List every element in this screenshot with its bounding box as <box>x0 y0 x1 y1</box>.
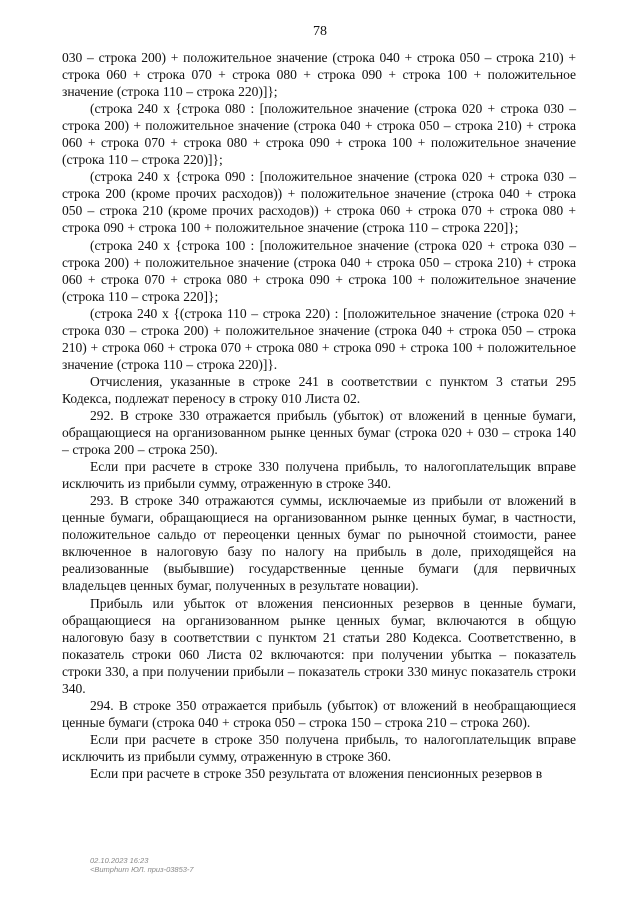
paragraph-line-350-pension: Если при расчете в строке 350 результата от вложения пенсионных резервов в <box>90 765 543 781</box>
paragraph-item-292: 292. В строке 330 отражается прибыль (убыток) от вложений в ценные бумаги, обращающиеся на организованном рынке ценных бумаг (строка 020 + 030 – строка 140 – строка 200 – строка 250). <box>62 407 576 458</box>
page-footer-stamp <box>90 856 194 874</box>
paragraph-formula-090: (строка 240 х {строка 090 : [положительное значение (строка 020 + строка 030 – строка 200 (кроме прочих расходов)) + положительное значение (строка 040 + строка 050 – строка 210 (кроме прочих расходов)) + строка 060 + строка 070 + строка 080 + строка 090 + строка 100 + положительное значение (строка 110 – строка 220]}; <box>62 169 576 236</box>
paragraph-item-293: 293. В строке 340 отражаются суммы, исключаемые из прибыли от вложений в ценные бумаги, обращающиеся на организованном рынке ценных бумаг, в частности, положительное сальдо от переоценки ценных бумаг по рыночной стоимости, ранее включенное в налоговую базу по налогу на прибыль в доле, приходящейся на реализованные (выбывшие) государственные ценные бумаги (для первичных владельцев ценных бумаг, полученных в результате новации). <box>62 493 576 594</box>
page-number: 78 <box>313 24 327 39</box>
paragraph-formula-100: (строка 240 х {строка 100 : [положительное значение (строка 020 + строка 030 – строка 200) + положительное значение (строка 040 + строка 050 – строка 210) + строка 060 + строка 070 + строка 080 + строка 090 + строка 100 + положительное значение (строка 110 – строка 220]}; <box>62 237 576 304</box>
paragraph-formula-110: (строка 240 х {(строка 110 – строка 220) : [положительное значение (строка 020 + строка 030 – строка 200) + положительное значение (строка 040 + строка 050 – строка 210) + строка 060 + строка 070 + строка 080 + строка 090 + строка 100 + положительное значение (строка 110 – строка 220)]}. <box>62 305 576 372</box>
page-body <box>62 49 576 782</box>
footer-timestamp: 02.10.2023 16:23 <box>90 856 149 865</box>
footer-document-id: <Bumphurn ЮЛ. приз-03853-7 <box>90 865 194 874</box>
paragraph-pension-reserves: Прибыль или убыток от вложения пенсионных резервов в ценные бумаги, обращающиеся на организованном рынке ценных бумаг, включаются в общую налоговую базу в соответствии с пунктом 21 статьи 280 Кодекса. Соответственно, в показатель строки 060 Листа 02 включаются: при получении убытка – показатель строки 330, а при получении прибыли – показатель строки 330 минус показатель строки 340. <box>62 595 576 696</box>
paragraph-item-294: 294. В строке 350 отражается прибыль (убыток) от вложений в необращающиеся ценные бумаги (строка 040 + строка 050 – строка 150 – строка 210 – строка 260). <box>62 697 576 730</box>
paragraph-line-350-profit: Если при расчете в строке 350 получена прибыль, то налогоплательщик вправе исключить из прибыли сумму, отраженную в строке 360. <box>62 731 576 764</box>
paragraph-deductions-241: Отчисления, указанные в строке 241 в соответствии с пунктом 3 статьи 295 Кодекса, подлежат переносу в строку 010 Листа 02. <box>62 373 576 406</box>
paragraph-formula-080: (строка 240 х {строка 080 : [положительное значение (строка 020 + строка 030 – строка 200) + положительное значение (строка 040 + строка 050 – строка 210) + строка 060 + строка 070 + строка 080 + строка 090 + строка 100 + положительное значение (строка 110 – строка 220)]}; <box>62 101 576 168</box>
paragraph-line-330-profit: Если при расчете в строке 330 получена прибыль, то налогоплательщик вправе исключить из прибыли сумму, отраженную в строке 340. <box>62 459 576 492</box>
paragraph-continuation: 030 – строка 200) + положительное значение (строка 040 + строка 050 – строка 210) + строка 060 + строка 070 + строка 080 + строка 090 + строка 100 + положительное значение (строка 110 – строка 220)]}; <box>62 50 576 100</box>
